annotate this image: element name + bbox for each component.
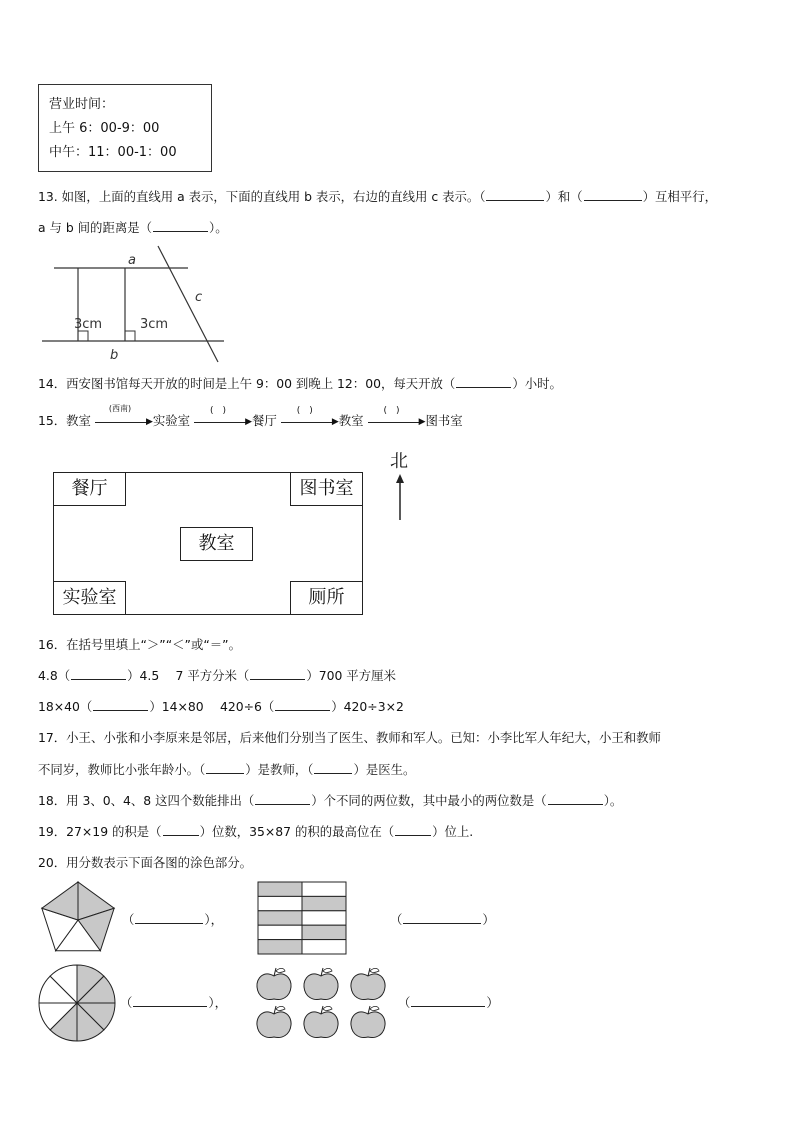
q20-answer3: （ ），: [120, 995, 227, 1010]
room-canteen: 餐厅: [53, 472, 126, 506]
answer-blank[interactable]: [206, 762, 244, 774]
answer-blank[interactable]: [93, 699, 148, 711]
route-arrow[interactable]: ( ) ▶: [281, 413, 339, 425]
q20-answer4: （ ）: [398, 995, 499, 1010]
answer-blank[interactable]: [486, 189, 544, 201]
room-classroom: 教室: [180, 527, 253, 561]
apples-figure: [252, 964, 388, 1040]
line-c: [158, 246, 218, 362]
q20-answer1: （ ），: [122, 912, 223, 927]
q18-line: 18．用 3、0、4、8 这四个数能排出（ ）个不同的两位数，其中最小的两位数是（ ）。: [38, 793, 623, 808]
apple-icon: [304, 968, 338, 1000]
distance-left: 3cm: [74, 317, 103, 332]
q14-line: 14．西安图书馆每天开放的时间是上午 9：00 到晚上 12：00，每天开放（ ）小时。: [38, 376, 562, 391]
room-library: 图书室: [290, 472, 363, 506]
campus-map: [53, 472, 363, 615]
route-arrow: (西南) ▶: [95, 413, 153, 425]
right-angle-mark-right: [125, 331, 135, 341]
answer-blank[interactable]: [411, 995, 485, 1007]
grid-cell: [258, 896, 302, 910]
answer-blank[interactable]: [456, 376, 511, 388]
answer-blank[interactable]: [133, 995, 207, 1007]
grid-cell: [258, 940, 302, 954]
answer-blank[interactable]: [275, 699, 330, 711]
business-hours-box: [38, 84, 212, 172]
answer-blank[interactable]: [71, 668, 126, 680]
right-angle-mark-left: [78, 331, 88, 341]
parallel-lines-figure: [38, 244, 238, 366]
north-arrow-icon: [393, 474, 407, 522]
q17-line1: 17．小王、小张和小李原来是邻居，后来他们分别当了医生、教师和军人。已知：小李比军人年纪大，小王和教师: [38, 730, 661, 745]
q19-line: 19．27×19 的积是（ ）位数，35×87 的积的最高位在（ ）位上.: [38, 824, 474, 839]
room-toilet: 厕所: [290, 581, 363, 615]
q20-title: 20．用分数表示下面各图的涂色部分。: [38, 855, 253, 870]
answer-blank[interactable]: [395, 824, 431, 836]
room-lab: 实验室: [53, 581, 126, 615]
grid-cell: [258, 925, 302, 939]
apple-icon: [257, 1006, 291, 1038]
distance-right: 3cm: [140, 317, 169, 332]
hours-noon: 中午：11：00-1：00: [49, 145, 177, 160]
answer-blank[interactable]: [403, 912, 481, 924]
hours-morning: 上午 6：00-9：00: [49, 121, 160, 136]
grid-cell: [258, 911, 302, 925]
answer-blank[interactable]: [584, 189, 642, 201]
q16-title: 16．在括号里填上“＞”“＜”或“＝”。: [38, 637, 241, 652]
apple-icon: [351, 968, 385, 1000]
apple-icon: [304, 1006, 338, 1038]
answer-blank[interactable]: [250, 668, 305, 680]
q20-answer2: （ ）: [390, 912, 495, 927]
answer-blank[interactable]: [153, 220, 208, 232]
apple-icon: [351, 1006, 385, 1038]
q15-route: 15．教室 (西南) ▶ 实验室 ( ) ▶ 餐厅 ( ) ▶ 教室 ( ) ▶ 图书室: [38, 404, 463, 428]
hours-title: 营业时间：: [49, 97, 115, 112]
grid-cell: [258, 882, 302, 896]
q16-row2: 18×40（ ）14×80 420÷6（ ）420÷3×2: [38, 699, 404, 714]
answer-blank[interactable]: [255, 793, 310, 805]
grid-figure: [257, 881, 349, 955]
pentagon-figure: [36, 880, 120, 956]
circle-figure: [37, 963, 117, 1043]
label-c: c: [195, 290, 203, 305]
label-b: b: [110, 348, 119, 363]
grid-cell: [302, 882, 346, 896]
answer-blank[interactable]: [163, 824, 199, 836]
answer-blank[interactable]: [548, 793, 603, 805]
label-a: a: [128, 253, 136, 268]
north-label: 北: [390, 451, 408, 472]
q13-line2: a 与 b 间的距离是（ ）。: [38, 220, 228, 235]
grid-cell: [302, 896, 346, 910]
grid-cell: [302, 940, 346, 954]
answer-blank[interactable]: [314, 762, 352, 774]
q17-line2: 不同岁，教师比小张年龄小。（ ）是教师，（ ）是医生。: [38, 762, 416, 777]
grid-cell: [302, 925, 346, 939]
apple-icon: [257, 968, 291, 1000]
route-arrow[interactable]: ( ) ▶: [194, 413, 252, 425]
q16-row1: 4.8（ ）4.5 7 平方分米（ ）700 平方厘米: [38, 668, 396, 683]
q13-line1: 13. 如图，上面的直线用 a 表示，下面的直线用 b 表示，右边的直线用 c 表示。（ ）和（ ）互相平行，: [38, 189, 717, 204]
route-arrow[interactable]: ( ) ▶: [368, 413, 426, 425]
answer-blank[interactable]: [135, 912, 203, 924]
grid-cell: [302, 911, 346, 925]
